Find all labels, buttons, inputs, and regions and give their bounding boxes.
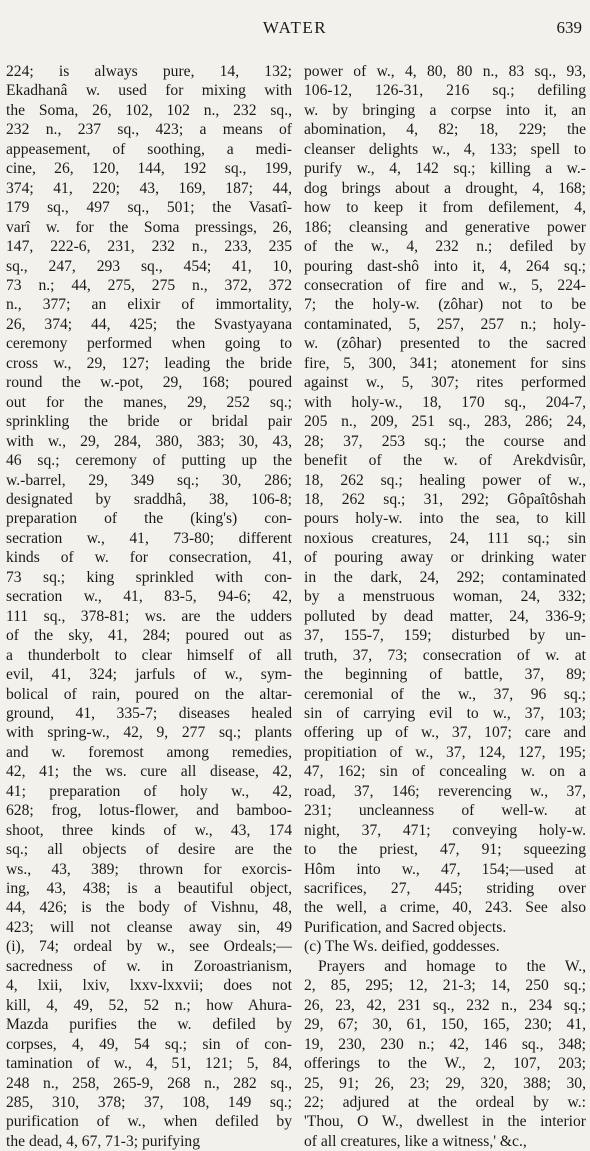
index-line: Purification, and Sacred objects.	[304, 918, 507, 936]
index-line: 28; 37, 253 sq.; the course and	[304, 432, 586, 450]
index-line: w.-barrel, 29, 349 sq.; 30, 286;	[6, 471, 292, 489]
index-line: 248 n., 258, 265-9, 268 n., 282 sq.,	[6, 1074, 292, 1092]
index-line: bolical of rain, poured on the altar-	[6, 685, 292, 703]
index-line: sq., 247, 293 sq., 454; 41, 10,	[6, 257, 292, 275]
index-line: 42, 41; the ws. cure all disease, 42,	[6, 763, 292, 781]
index-line: kill, 4, 49, 52, 52 n.; how Ahura-	[6, 996, 292, 1014]
index-line: 22; adjured at the ordeal by w.:	[304, 1094, 586, 1112]
index-line: 186; cleansing and generative power	[304, 218, 586, 236]
index-line: Ekadhanâ w. used for mixing with	[6, 82, 292, 100]
index-line: out for the manes, 29, 252 sq.;	[6, 393, 292, 411]
index-line: and w. foremost among remedies,	[6, 743, 292, 761]
index-line: of all creatures, like a witness,' &c.,	[304, 1132, 527, 1150]
index-line: corpses, 4, 49, 54 sq.; sin of con-	[6, 1035, 292, 1053]
index-line: 41; preparation of holy w., 42,	[6, 782, 292, 800]
index-line: ceremonial of the w., 37, 96 sq.;	[304, 685, 586, 703]
index-line: ground, 41, 335-7; diseases healed	[6, 704, 292, 722]
index-line: with spring-w., 42, 9, 277 sq.; plants	[6, 724, 292, 742]
index-line: 26, 374; 44, 425; the Svastyayana	[6, 315, 292, 333]
index-line: sq.; all objects of desire are the	[6, 841, 292, 859]
index-line: the Soma, 26, 102, 102 n., 232 sq.,	[6, 101, 292, 119]
index-line: preparation of the (king's) con-	[6, 510, 292, 528]
running-title: WATER	[262, 18, 328, 37]
index-line: w. by bringing a corpse into it, an	[304, 101, 586, 119]
index-line: secration w., 41, 83-5, 94-6; 42,	[6, 588, 292, 606]
index-line: 232 n., 237 sq., 423; a means of	[6, 121, 292, 139]
index-line: truth, 37, 73; consecration of w. at	[304, 646, 586, 664]
index-line: (c) The Ws. deified, goddesses.	[304, 938, 500, 956]
index-line: ing, 43, 438; is a beautiful object,	[6, 880, 292, 898]
index-line: offering up of w., 37, 107; care and	[304, 724, 586, 742]
index-line: ceremony performed when going to	[6, 335, 292, 353]
page-header	[0, 18, 590, 42]
index-line: 25, 91; 26, 23; 29, 320, 388; 30,	[304, 1074, 586, 1092]
index-line: 423; will not cleanse away sin, 49	[6, 918, 292, 936]
index-line: Hôm into w., 47, 154;—used at	[304, 860, 586, 878]
index-line: in the dark, 24, 292; contaminated	[304, 568, 586, 586]
index-line: Prayers and homage to the W.,	[318, 957, 586, 975]
index-line: night, 37, 471; conveying holy-w.	[304, 821, 586, 839]
index-line: 37, 155-7, 159; disturbed by un-	[304, 627, 586, 645]
index-line: designated by sraddhâ, 38, 106-8;	[6, 490, 292, 508]
index-line: shoot, three kinds of w., 43, 174	[6, 821, 292, 839]
index-line: power of w., 4, 80, 80 n., 83 sq., 93,	[304, 63, 586, 80]
index-line: consecration of fire and w., 5, 224-	[304, 276, 586, 294]
index-line: 73 n.; 44, 275, 275 n., 372, 372	[6, 276, 292, 294]
index-line: 19, 230, 230 n.; 42, 146 sq., 348;	[304, 1035, 586, 1053]
index-line: sin of carrying evil to w., 37, 103;	[304, 704, 586, 722]
index-line: benefit of the w. of Arekdvisûr,	[304, 452, 586, 470]
index-line: secration w., 41, 73-80; different	[6, 529, 292, 547]
index-line: (i), 74; ordeal by w., see Ordeals;—	[6, 938, 292, 956]
index-line: 44, 426; is the body of Vishnu, 48,	[6, 899, 292, 917]
index-line: evil, 41, 324; jarfuls of w., sym-	[6, 666, 292, 684]
index-column-right	[304, 62, 586, 1151]
index-line: dog brings about a drought, 4, 168;	[304, 179, 586, 197]
index-line: sprinkling the bride or bridal pair	[6, 413, 292, 431]
index-line: cine, 26, 120, 144, 192 sq., 199,	[6, 160, 292, 178]
index-line: abomination, 4, 82; 18, 229; the	[304, 121, 586, 139]
index-line: 147, 222-6, 231, 232 n., 233, 235	[6, 238, 292, 256]
index-line: how to keep it from defilement, 4,	[304, 199, 586, 217]
index-line: 18, 262 sq.; healing power of w.,	[304, 471, 586, 489]
index-line: the well, a crime, 40, 243. See also	[304, 899, 586, 917]
index-line: Mazda purifies the w. defiled by	[6, 1016, 292, 1034]
index-column-left	[6, 62, 292, 1151]
index-line: sacredness of w. in Zoroastrianism,	[6, 957, 292, 975]
index-line: 374; 41, 220; 43, 169, 187; 44,	[6, 179, 292, 197]
index-line: n., 377; an elixir of immortality,	[6, 296, 292, 314]
index-line: sacrifices, 27, 445; striding over	[304, 880, 586, 898]
index-line: a thunderbolt to clear himself of all	[6, 646, 292, 664]
index-line: 46 sq.; ceremony of putting up the	[6, 452, 292, 470]
index-line: 285, 310, 378; 37, 108, 149 sq.;	[6, 1094, 292, 1112]
index-line: of the w., 4, 232 n.; defiled by	[304, 238, 586, 256]
index-line: 628; frog, lotus-flower, and bamboo-	[6, 802, 292, 820]
index-line: kinds of w. for consecration, 41,	[6, 549, 292, 567]
index-line: 2, 85, 295; 12, 21-3; 14, 250 sq.;	[304, 977, 586, 995]
index-line: with holy-w., 18, 170 sq., 204-7,	[304, 393, 586, 411]
index-line: pouring dast-shô into it, 4, 264 sq.;	[304, 257, 586, 275]
index-line: the beginning of battle, 37, 89;	[304, 666, 586, 684]
index-line: pours holy-w. into the sea, to kill	[304, 510, 586, 528]
index-line: propitiation of w., 37, 124, 127, 195;	[304, 743, 586, 761]
index-line: of pouring away or drinking water	[304, 549, 586, 567]
index-line: tamination of w., 4, 51, 121; 5, 84,	[6, 1055, 292, 1073]
index-line: against w., 5, 307; rites performed	[304, 374, 586, 392]
index-line: purify w., 4, 142 sq.; killing a w.-	[304, 160, 586, 178]
index-line: appeasement, of soothing, a medi-	[6, 140, 292, 158]
index-line: road, 37, 146; reverencing w., 37,	[304, 782, 586, 800]
index-line: 224; is always pure, 14, 132;	[6, 63, 292, 80]
index-line: 18, 262 sq.; 31, 292; Gôpaîtôshah	[304, 490, 586, 508]
page-number: 639	[556, 18, 582, 37]
index-line: 'Thou, O W., dwellest in the interior	[304, 1113, 586, 1131]
index-line: to the priest, 47, 91; squeezing	[304, 841, 586, 859]
index-line: 29, 67; 30, 61, 150, 165, 230; 41,	[304, 1016, 586, 1034]
index-line: 73 sq.; king sprinkled with con-	[6, 568, 292, 586]
index-line: cross w., 29, 127; leading the bride	[6, 354, 292, 372]
index-line: of the sky, 41, 284; poured out as	[6, 627, 292, 645]
index-line: polluted by dead matter, 24, 336-9;	[304, 607, 586, 625]
index-line: by a menstruous woman, 24, 332;	[304, 588, 586, 606]
index-line: cleanser delights w., 4, 133; spell to	[304, 140, 586, 158]
index-line: 26, 23, 42, 231 sq., 232 n., 234 sq.;	[304, 996, 586, 1014]
index-line: 179 sq., 497 sq., 501; the Vasatî-	[6, 199, 292, 217]
index-line: contaminated, 5, 257, 257 n.; holy-	[304, 315, 586, 333]
index-line: the dead, 4, 67, 71-3; purifying	[6, 1132, 201, 1150]
index-line: varî w. for the Soma pressings, 26,	[6, 218, 292, 236]
index-line: 47, 162; sin of concealing w. on a	[304, 763, 586, 781]
index-line: ws., 43, 389; thrown for exorcis-	[6, 860, 292, 878]
index-line: w. (zôhar) presented to the sacred	[304, 335, 586, 353]
index-line: 205 n., 209, 251 sq., 283, 286; 24,	[304, 413, 586, 431]
index-line: fire, 5, 300, 341; atonement for sins	[304, 354, 586, 372]
index-line: 111 sq., 378-81; ws. are the udders	[6, 607, 292, 625]
index-line: noxious creatures, 24, 111 sq.; sin	[304, 529, 586, 547]
index-line: round the w.-pot, 29, 168; poured	[6, 374, 292, 392]
index-line: purification of w., when defiled by	[6, 1113, 292, 1131]
index-line: 106-12, 126-31, 216 sq.; defiling	[304, 82, 586, 100]
index-line: with w., 29, 284, 380, 383; 30, 43,	[6, 432, 292, 450]
index-line: 7; the holy-w. (zôhar) not to be	[304, 296, 586, 314]
index-line: 231; uncleanness of well-w. at	[304, 802, 586, 820]
index-line: 4, lxii, lxiv, lxxv-lxxvii; does not	[6, 977, 292, 995]
index-line: offerings to the W., 2, 107, 203;	[304, 1055, 586, 1073]
